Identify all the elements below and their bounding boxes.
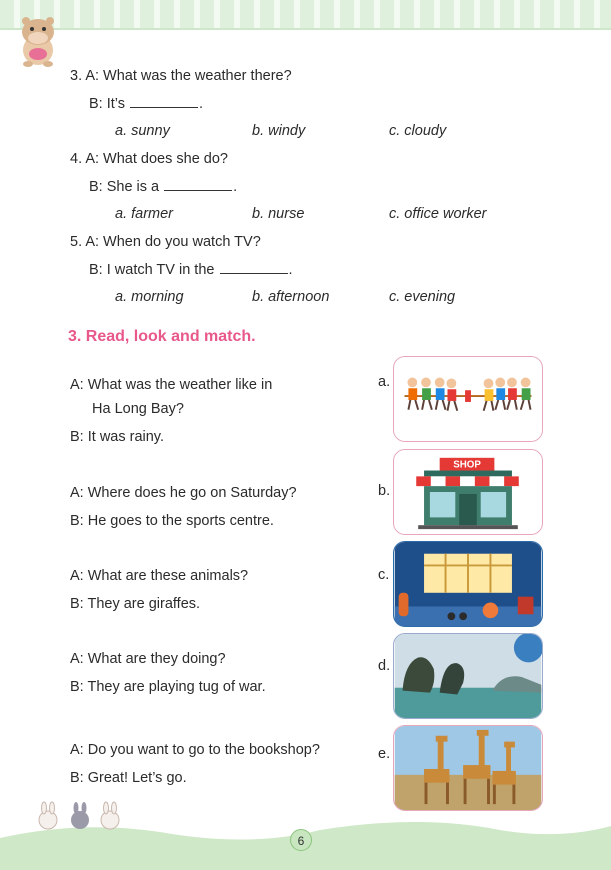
shop-icon bbox=[394, 450, 542, 534]
dialogue-3-a: A: What are these animals? bbox=[70, 568, 249, 584]
option[interactable]: a. farmer bbox=[115, 206, 174, 222]
page-number: 6 bbox=[290, 829, 312, 851]
option[interactable]: b. afternoon bbox=[252, 289, 330, 305]
picture-e-giraffes[interactable] bbox=[393, 725, 543, 811]
top-decorative-band bbox=[0, 0, 611, 30]
question-3-b: B: It’s . bbox=[89, 96, 204, 112]
option[interactable]: a. morning bbox=[115, 289, 184, 305]
dialogue-5-b: B: Great! Let’s go. bbox=[70, 770, 187, 786]
letter-a: a. bbox=[378, 374, 391, 390]
question-5-b: B: I watch TV in the . bbox=[89, 262, 293, 278]
dialogue-2-a: A: Where does he go on Saturday? bbox=[70, 485, 297, 501]
sports-centre-icon bbox=[394, 542, 542, 626]
letter-e: e. bbox=[378, 746, 391, 762]
letter-d: d. bbox=[378, 658, 391, 674]
option[interactable]: b. nurse bbox=[252, 206, 305, 222]
picture-a-tug-of-war[interactable] bbox=[393, 356, 543, 442]
option[interactable]: c. office worker bbox=[389, 206, 487, 222]
answer-blank[interactable] bbox=[164, 178, 232, 191]
bunny-icon bbox=[39, 802, 119, 829]
giraffes-icon bbox=[394, 726, 542, 810]
question-4-b: B: She is a . bbox=[89, 179, 238, 195]
picture-b-shop[interactable] bbox=[393, 449, 543, 535]
option[interactable]: c. evening bbox=[389, 289, 456, 305]
dialogue-1-b: B: It was rainy. bbox=[70, 429, 165, 445]
letter-b: b. bbox=[378, 483, 391, 499]
question-5-a: 5. A: When do you watch TV? bbox=[70, 234, 261, 250]
shop-sign-text: SHOP bbox=[453, 459, 481, 471]
question-4-a: 4. A: What does she do? bbox=[70, 151, 228, 167]
hippo-mascot-icon bbox=[14, 12, 62, 68]
picture-c-sports-centre[interactable] bbox=[393, 541, 543, 627]
option[interactable]: b. windy bbox=[252, 123, 306, 139]
question-3-a: 3. A: What was the weather there? bbox=[70, 68, 292, 84]
section-3-title: 3. Read, look and match. bbox=[68, 328, 256, 345]
dialogue-2-b: B: He goes to the sports centre. bbox=[70, 513, 274, 529]
picture-d-ha-long-bay[interactable] bbox=[393, 633, 543, 719]
letter-c: c. bbox=[378, 567, 390, 583]
dialogue-3-b: B: They are giraffes. bbox=[70, 596, 201, 612]
answer-blank[interactable] bbox=[220, 261, 288, 274]
ha-long-bay-icon bbox=[394, 634, 542, 718]
dialogue-4-a: A: What are they doing? bbox=[70, 651, 226, 667]
dialogue-4-b: B: They are playing tug of war. bbox=[70, 679, 266, 695]
option[interactable]: a. sunny bbox=[115, 123, 170, 139]
dialogue-1-a: A: What was the weather like in bbox=[70, 377, 273, 393]
dialogue-5-a: A: Do you want to go to the bookshop? bbox=[70, 742, 320, 758]
option[interactable]: c. cloudy bbox=[389, 123, 447, 139]
dialogue-1-a-cont: Ha Long Bay? bbox=[92, 401, 184, 417]
answer-blank[interactable] bbox=[130, 95, 198, 108]
tug-of-war-icon bbox=[394, 357, 542, 441]
